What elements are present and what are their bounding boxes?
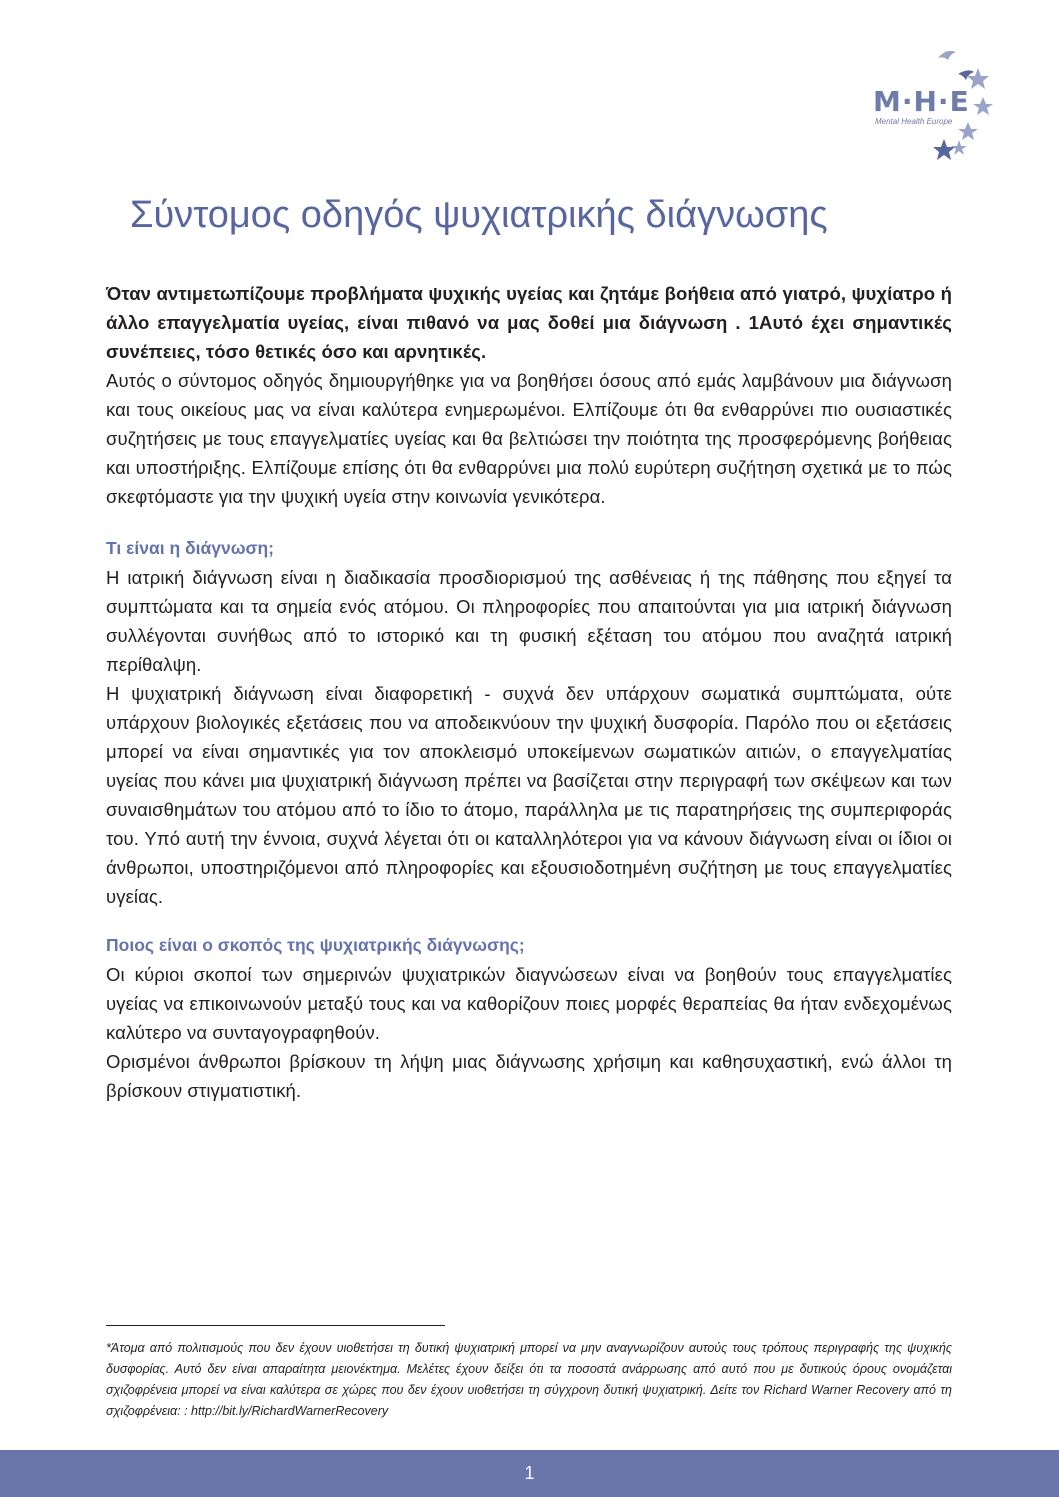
- paragraph-psychiatric-diagnosis: Η ψυχιατρική διάγνωση είναι διαφορετική - συχνά δεν υπάρχουν σωματικά συμπτώματα, ούτε υπάρχουν βιολογικές εξετάσεις που να αποδεικνύουν την ψυχική δυσφορία. Παρόλο που οι εξετάσεις μπορεί να είναι σημαντικές για τον αποκλεισμό υποκείμενων σωματικών αιτιών, ο επαγγελματίας υγείας που κάνει μια ψυχιατρική διάγνωση πρέπει να βασίζεται στην περιγραφή των σκέψεων και των συναισθημάτων του ατόμου από το ίδιο το άτομο, παράλληλα με τις παρατηρήσεις της συμπεριφοράς του. Υπό αυτή την έννοια, συχνά λέγεται ότι οι καταλληλότεροι για να κάνουν διάγνωση είναι οι ίδιοι οι άνθρωποι, υποστηριζόμενοι από πληροφορίες και εξουσιοδοτημένη συζήτηση με τους επαγγελματίες υγείας.: [106, 683, 952, 907]
- footnote-divider: [106, 1325, 445, 1326]
- logo-subtitle: Mental Health Europe: [875, 117, 953, 126]
- section-heading-what-is-diagnosis: Τι είναι η διάγνωση;: [106, 538, 275, 558]
- logo-text: M·H·E: [873, 85, 970, 118]
- page-number: 1: [524, 1463, 535, 1483]
- paragraph-guide-purpose: Αυτός ο σύντομος οδηγός δημιουργήθηκε για να βοηθήσει όσους από εμάς λαμβάνουν μια διάγνωση και τους οικείους μας να είναι καλύτερα ενημερωμένοι. Ελπίζουμε ότι θα ενθαρρύνει πιο ουσιαστικές συζητήσεις με τους επαγγελματίες υγείας και θα βελτιώσει την ποιότητα της προσφερόμενης βοήθειας και υποστήριξης. Ελπίζουμε επίσης ότι θα ενθαρρύνει μια πολύ ευρύτερη συζήτηση σχετικά με το πώς σκεφτόμαστε για την ψυχική υγεία στην κοινωνία γενικότερα.: [106, 370, 952, 507]
- paragraph-main-purposes: Οι κύριοι σκοποί των σημερινών ψυχιατρικών διαγνώσεων είναι να βοηθούν τους επαγγελματίες υγείας να επικοινωνούν μεταξύ τους και να καθορίζουν ποιες μορφές θεραπείας θα ήταν ενδεχομένως καλύτερο να συνταγογραφηθούν.: [106, 964, 952, 1043]
- bird-icon: [938, 51, 956, 60]
- paragraph-reactions: Ορισμένοι άνθρωποι βρίσκουν τη λήψη μιας διάγνωσης χρήσιμη και καθησυχαστική, ενώ άλλοι τη βρίσκουν στιγματιστική.: [106, 1051, 952, 1101]
- page-title: Σύντομος οδηγός ψυχιατρικής διάγνωσης: [130, 194, 828, 236]
- footnote-text: *Άτομα από πολιτισμούς που δεν έχουν υιοθετήσει τη δυτική ψυχιατρική μπορεί να μην αναγνωρίζουν αυτούς τους τρόπους περιγραφής της ψυχικής δυσφορίας. Αυτό δεν είναι απαραίτητα μειονέκτημα. Μελέτες έχουν δείξει ότι τα ποσοστά ανάρρωσης από αυτό που με δυτικούς όρους ονομάζεται σχιζοφρένεια μπορεί να είναι καλύτερα σε χώρες που δεν έχουν υιοθετήσει τη σύγχρονη δυτική ψυχιατρική. Δείτε τον Richard Warner Recovery από τη σχιζοφρένεια: : http://bit.ly/RichardWarnerRecovery: [106, 1341, 952, 1418]
- star-icon: [933, 139, 955, 160]
- footer-bar: [0, 1450, 1059, 1497]
- star-icon: [958, 122, 978, 140]
- document-body: [106, 279, 952, 1105]
- star-icon: [973, 97, 993, 115]
- intro-paragraph: Όταν αντιμετωπίζουμε προβλήματα ψυχικής υγείας και ζητάμε βοήθεια από γιατρό, ψυχίατρο ή άλλο επαγγελματία υγείας, είναι πιθανό να μας δοθεί μια διάγνωση . 1Αυτό έχει σημαντικές συνέπειες, τόσο θετικές όσο και αρνητικές.: [106, 283, 952, 362]
- paragraph-medical-diagnosis: Η ιατρική διάγνωση είναι η διαδικασία προσδιορισμού της ασθένειας ή της πάθησης που εξηγεί τα συμπτώματα και τα σημεία ενός ατόμου. Οι πληροφορίες που απαιτούνται για μια ιατρική διάγνωση συλλέγονται συνήθως από το ιστορικό και τη φυσική εξέταση του ατόμου που αναζητά ιατρική περίθαλψη.: [106, 567, 952, 675]
- section-heading-purpose: Ποιος είναι ο σκοπός της ψυχιατρικής διάγνωσης;: [106, 935, 525, 955]
